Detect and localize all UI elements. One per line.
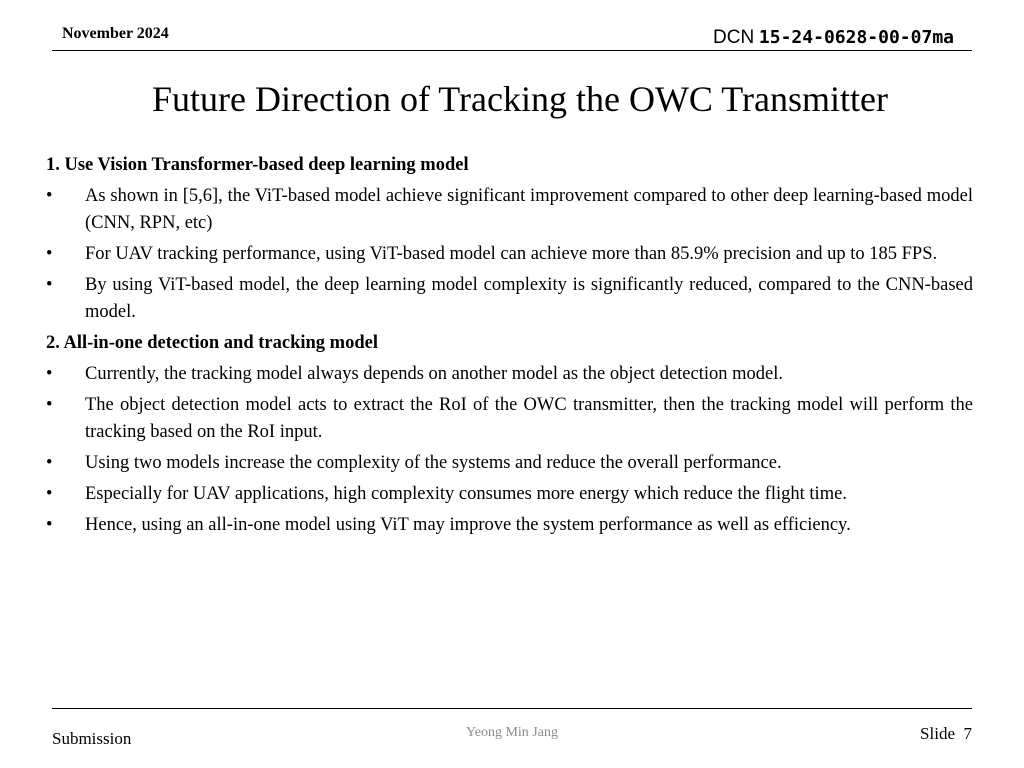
footer-divider: [52, 708, 972, 709]
bullet-icon: •: [46, 275, 53, 295]
bullet-text: The object detection model acts to extract the RoI of the OWC transmitter, then the tracking model will perform the tracking based on the RoI input.: [85, 395, 973, 442]
bullet-item: [46, 481, 973, 508]
bullet-icon: •: [46, 395, 53, 415]
header-divider: [52, 50, 972, 51]
section-heading: 2. All-in-one detection and tracking model: [46, 333, 378, 353]
bullet-icon: •: [46, 244, 53, 264]
bullet-text: Using two models increase the complexity of the systems and reduce the overall performance.: [85, 453, 782, 473]
bullet-text: By using ViT-based model, the deep learning model complexity is significantly reduced, compared to the CNN-based model.: [85, 275, 973, 322]
bullet-item: [46, 450, 973, 477]
header-dcn: [713, 27, 954, 49]
header-date: November 2024: [62, 25, 169, 42]
dcn-label: DCN: [713, 27, 755, 48]
bullet-item: [46, 512, 973, 539]
bullet-item: [46, 272, 973, 326]
slide-number: 7: [963, 724, 972, 743]
bullet-text: Hence, using an all-in-one model using ViT may improve the system performance as well as efficiency.: [85, 515, 851, 535]
slide-title: Future Direction of Tracking the OWC Transmitter: [152, 79, 888, 119]
dcn-number: 15-24-0628-00-07ma: [758, 27, 954, 48]
bullet-text: Especially for UAV applications, high complexity consumes more energy which reduce the flight time.: [85, 484, 847, 504]
bullet-item: [46, 392, 973, 446]
bullet-item: [46, 241, 973, 268]
footer-slide-number: [920, 724, 972, 744]
bullet-text: As shown in [5,6], the ViT-based model achieve significant improvement compared to other deep learning-based model (CNN, RPN, etc): [85, 186, 973, 233]
bullet-item: [46, 183, 973, 237]
bullet-icon: •: [46, 364, 53, 384]
bullet-text: Currently, the tracking model always depends on another model as the object detection model.: [85, 364, 783, 384]
bullet-text: For UAV tracking performance, using ViT-based model can achieve more than 85.9% precision and up to 185 FPS.: [85, 244, 938, 264]
section-heading: 1. Use Vision Transformer-based deep learning model: [46, 155, 469, 175]
bullet-icon: •: [46, 484, 53, 504]
bullet-icon: •: [46, 453, 53, 473]
footer-author: Yeong Min Jang: [466, 725, 558, 740]
bullet-item: [46, 361, 973, 388]
slide-body: [46, 152, 973, 543]
slide-label: Slide: [920, 724, 955, 743]
bullet-icon: •: [46, 515, 53, 535]
bullet-icon: •: [46, 186, 53, 206]
footer-submission: Submission: [52, 729, 132, 748]
